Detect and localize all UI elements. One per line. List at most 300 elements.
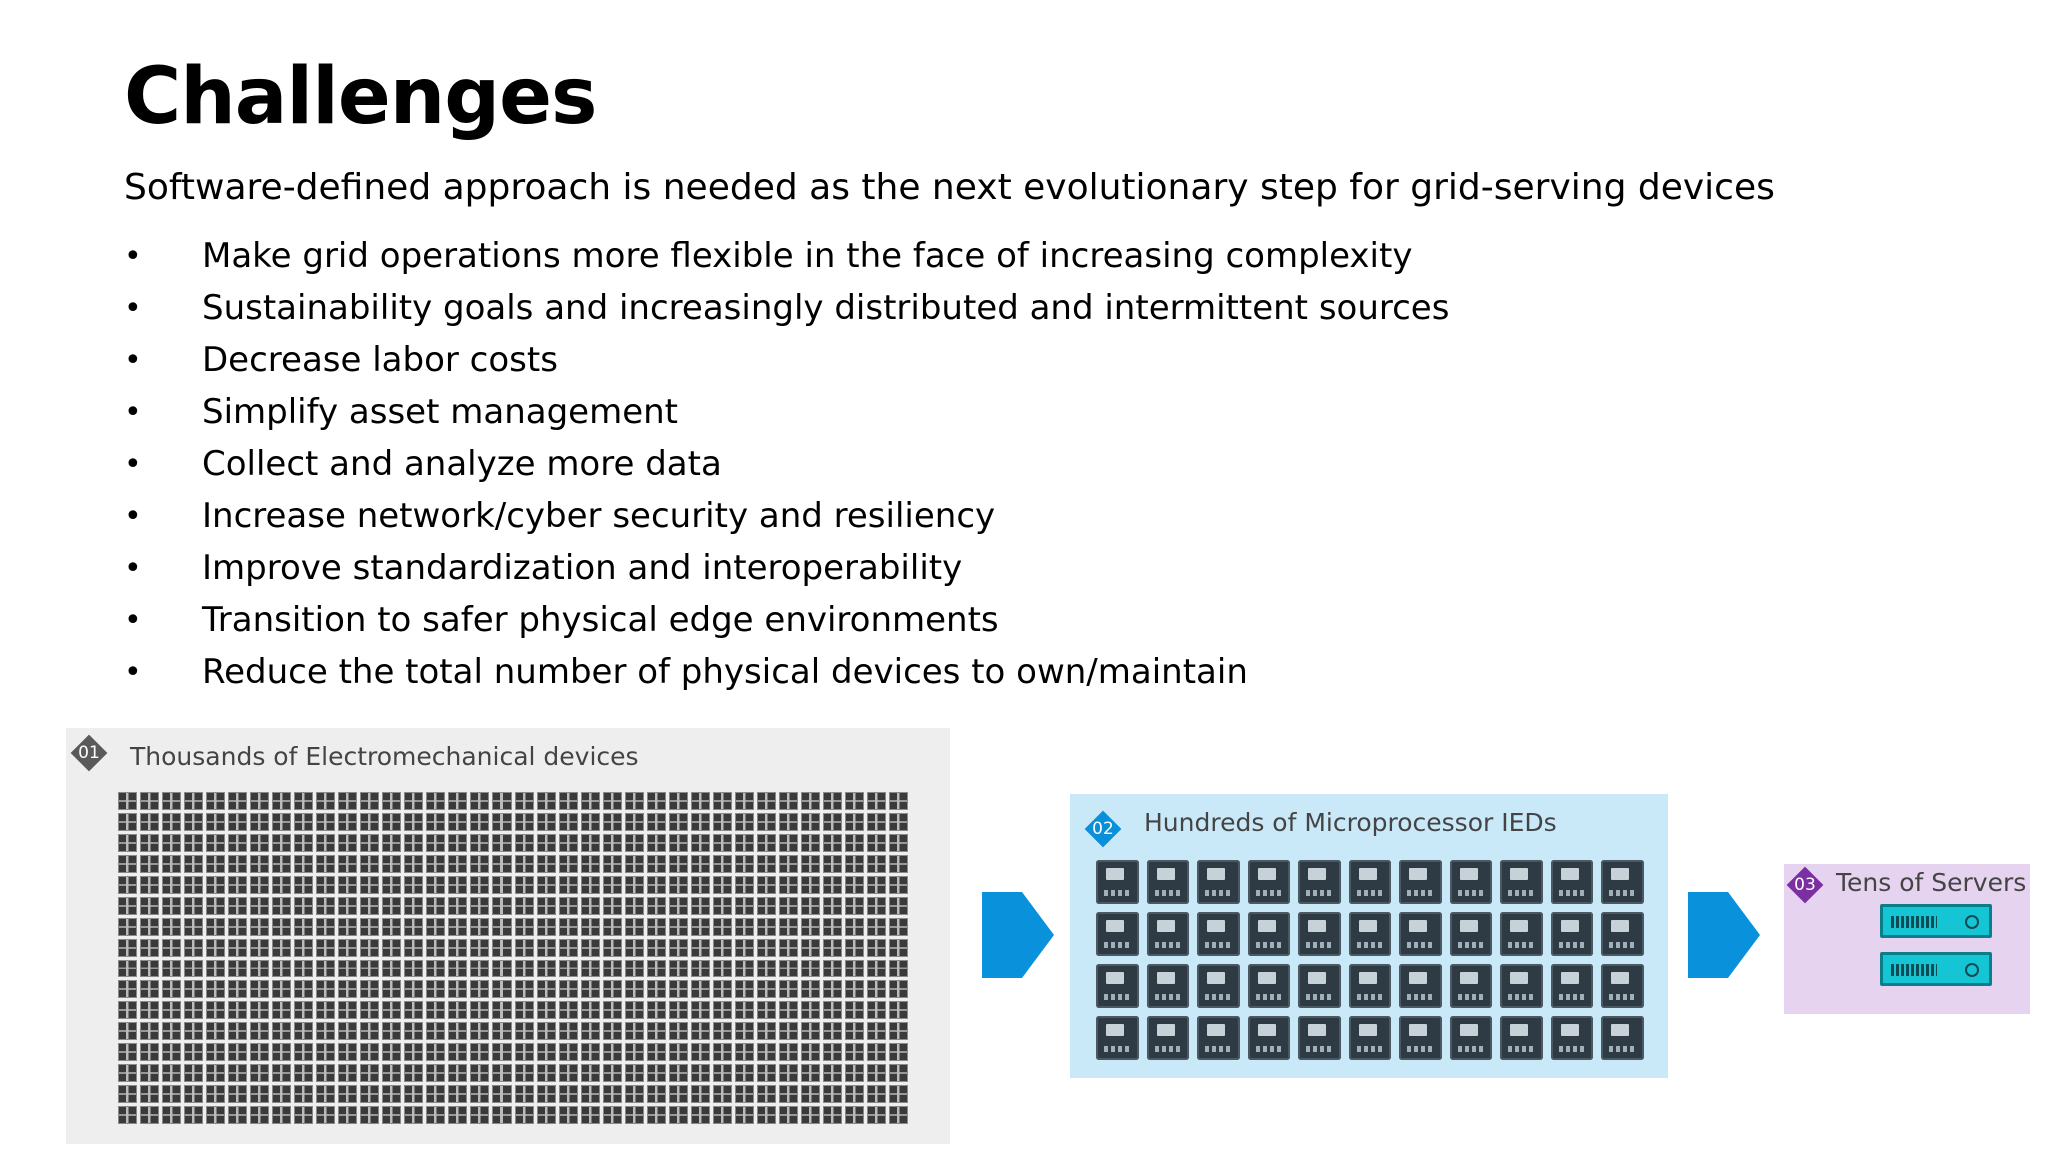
relay-device-icon <box>581 918 600 936</box>
relay-device-icon <box>316 939 335 957</box>
relay-device-icon <box>250 1022 269 1040</box>
relay-device-icon <box>625 1043 644 1061</box>
relay-device-icon <box>691 897 710 915</box>
relay-device-icon <box>823 1043 842 1061</box>
relay-device-icon <box>492 980 511 998</box>
relay-device-icon <box>889 813 908 831</box>
relay-device-icon <box>735 980 754 998</box>
relay-device-icon <box>250 1064 269 1082</box>
relay-device-icon <box>184 939 203 957</box>
relay-device-icon <box>492 1022 511 1040</box>
relay-device-icon <box>603 1064 622 1082</box>
relay-device-icon <box>140 960 159 978</box>
relay-device-icon <box>250 813 269 831</box>
relay-device-icon <box>757 876 776 894</box>
relay-device-icon <box>360 960 379 978</box>
relay-device-icon <box>448 1064 467 1082</box>
relay-device-icon <box>272 939 291 957</box>
relay-device-icon <box>757 855 776 873</box>
relay-device-icon <box>757 897 776 915</box>
relay-device-icon <box>779 939 798 957</box>
relay-device-icon <box>647 1064 666 1082</box>
relay-device-icon <box>470 1085 489 1103</box>
relay-device-icon <box>426 1064 445 1082</box>
relay-device-icon <box>492 855 511 873</box>
relay-device-icon <box>294 1043 313 1061</box>
relay-device-icon <box>316 855 335 873</box>
relay-device-icon <box>184 960 203 978</box>
relay-device-icon <box>669 1022 688 1040</box>
relay-device-icon <box>603 939 622 957</box>
relay-device-icon <box>272 1043 291 1061</box>
relay-device-icon <box>603 1085 622 1103</box>
relay-device-icon <box>140 813 159 831</box>
relay-device-icon <box>272 1001 291 1019</box>
relay-device-icon <box>647 918 666 936</box>
relay-device-icon <box>801 792 820 810</box>
relay-device-icon <box>625 855 644 873</box>
relay-device-icon <box>140 918 159 936</box>
relay-device-icon <box>162 792 181 810</box>
relay-device-icon <box>515 939 534 957</box>
electromechanical-panel <box>66 728 950 1144</box>
relay-device-icon <box>735 960 754 978</box>
relay-device-icon <box>404 1001 423 1019</box>
relay-device-icon <box>845 918 864 936</box>
relay-device-icon <box>492 813 511 831</box>
relay-device-icon <box>515 1043 534 1061</box>
relay-device-icon <box>647 1043 666 1061</box>
relay-device-icon <box>713 813 732 831</box>
relay-device-icon <box>735 1043 754 1061</box>
relay-device-icon <box>184 834 203 852</box>
relay-device-icon <box>647 834 666 852</box>
relay-device-icon <box>492 939 511 957</box>
relay-device-icon <box>889 1085 908 1103</box>
relay-device-icon <box>559 1022 578 1040</box>
relay-device-icon <box>625 813 644 831</box>
relay-device-icon <box>801 1022 820 1040</box>
relay-device-icon <box>669 1106 688 1124</box>
ied-device-icon <box>1601 912 1644 956</box>
relay-device-icon <box>360 1043 379 1061</box>
relay-device-icon <box>779 813 798 831</box>
stage-03-label: Tens of Servers <box>1836 868 2027 897</box>
relay-device-icon <box>272 813 291 831</box>
relay-device-icon <box>669 897 688 915</box>
relay-device-icon <box>625 1001 644 1019</box>
relay-device-icon <box>647 876 666 894</box>
ied-device-icon <box>1096 1016 1139 1060</box>
relay-device-icon <box>162 1106 181 1124</box>
relay-device-icon <box>757 792 776 810</box>
relay-device-icon <box>294 980 313 998</box>
ied-device-icon <box>1349 860 1392 904</box>
ied-device-icon <box>1147 1016 1190 1060</box>
relay-device-icon <box>118 939 137 957</box>
relay-device-icon <box>801 960 820 978</box>
relay-device-icon <box>206 980 225 998</box>
relay-device-icon <box>404 813 423 831</box>
relay-device-icon <box>713 980 732 998</box>
relay-device-icon <box>691 980 710 998</box>
stage-03-number: 03 <box>1794 875 1816 895</box>
relay-device-icon <box>801 876 820 894</box>
relay-device-icon <box>581 855 600 873</box>
relay-device-icon <box>382 1001 401 1019</box>
relay-device-icon <box>735 855 754 873</box>
relay-device-icon <box>448 1043 467 1061</box>
relay-device-icon <box>515 792 534 810</box>
relay-device-icon <box>382 834 401 852</box>
relay-device-icon <box>779 855 798 873</box>
relay-device-icon <box>559 1064 578 1082</box>
relay-device-icon <box>272 876 291 894</box>
relay-device-icon <box>845 876 864 894</box>
relay-device-icon <box>360 834 379 852</box>
relay-device-icon <box>669 1064 688 1082</box>
relay-device-icon <box>272 960 291 978</box>
relay-device-icon <box>691 855 710 873</box>
relay-device-icon <box>823 1022 842 1040</box>
relay-device-icon <box>779 834 798 852</box>
relay-device-icon <box>470 792 489 810</box>
relay-device-icon <box>338 1043 357 1061</box>
relay-device-icon <box>448 918 467 936</box>
relay-device-icon <box>845 897 864 915</box>
relay-device-icon <box>426 918 445 936</box>
relay-device-icon <box>228 1001 247 1019</box>
relay-device-icon <box>448 1001 467 1019</box>
relay-device-icon <box>426 939 445 957</box>
relay-device-icon <box>316 897 335 915</box>
bullet-icon: • <box>124 394 142 430</box>
relay-device-icon <box>228 1106 247 1124</box>
relay-device-icon <box>338 1001 357 1019</box>
relay-device-icon <box>338 960 357 978</box>
relay-device-icon <box>735 939 754 957</box>
relay-device-icon <box>779 960 798 978</box>
relay-device-icon <box>250 792 269 810</box>
relay-device-icon <box>713 876 732 894</box>
relay-device-icon <box>757 1001 776 1019</box>
relay-device-icon <box>889 1043 908 1061</box>
relay-device-icon <box>801 813 820 831</box>
relay-device-icon <box>184 980 203 998</box>
relay-device-icon <box>470 1064 489 1082</box>
relay-device-icon <box>426 980 445 998</box>
relay-device-icon <box>845 855 864 873</box>
relay-device-icon <box>581 960 600 978</box>
relay-device-icon <box>867 1106 886 1124</box>
relay-device-icon <box>867 792 886 810</box>
relay-device-icon <box>889 1064 908 1082</box>
relay-device-icon <box>713 1085 732 1103</box>
relay-device-icon <box>603 897 622 915</box>
relay-device-icon <box>250 897 269 915</box>
bullet-icon: • <box>124 238 142 274</box>
relay-device-icon <box>294 897 313 915</box>
relay-device-icon <box>184 918 203 936</box>
relay-device-icon <box>162 1064 181 1082</box>
server-rack-icon <box>1880 952 1992 986</box>
relay-device-icon <box>294 792 313 810</box>
relay-device-icon <box>118 897 137 915</box>
relay-device-icon <box>118 855 137 873</box>
chevron-arrow-icon <box>1688 892 1760 978</box>
relay-device-icon <box>647 1106 666 1124</box>
relay-device-icon <box>845 939 864 957</box>
relay-device-icon <box>184 1001 203 1019</box>
relay-device-icon <box>735 813 754 831</box>
list-item <box>124 490 1449 542</box>
relay-device-icon <box>515 855 534 873</box>
relay-device-icon <box>845 960 864 978</box>
bullet-text: Make grid operations more flexible in the face of increasing complexity <box>202 236 1413 276</box>
ied-device-icon <box>1500 860 1543 904</box>
relay-device-icon <box>581 834 600 852</box>
relay-device-icon <box>735 792 754 810</box>
relay-device-icon <box>140 1022 159 1040</box>
list-item <box>124 230 1449 282</box>
relay-device-icon <box>515 876 534 894</box>
relay-device-icon <box>118 1022 137 1040</box>
relay-device-icon <box>889 1106 908 1124</box>
relay-device-icon <box>581 876 600 894</box>
relay-device-icon <box>426 876 445 894</box>
relay-device-icon <box>801 1043 820 1061</box>
relay-device-icon <box>735 1106 754 1124</box>
relay-device-icon <box>713 960 732 978</box>
relay-device-icon <box>294 1022 313 1040</box>
relay-device-icon <box>184 1064 203 1082</box>
relay-device-icon <box>470 960 489 978</box>
relay-device-icon <box>382 1106 401 1124</box>
relay-device-icon <box>823 813 842 831</box>
relay-device-icon <box>206 1001 225 1019</box>
relay-device-icon <box>691 939 710 957</box>
relay-device-icon <box>338 980 357 998</box>
ied-device-icon <box>1197 964 1240 1008</box>
relay-device-icon <box>625 1022 644 1040</box>
relay-device-icon <box>184 1085 203 1103</box>
electromechanical-device-grid <box>118 792 908 1124</box>
relay-device-icon <box>691 813 710 831</box>
relay-device-icon <box>867 918 886 936</box>
relay-device-icon <box>603 980 622 998</box>
relay-device-icon <box>206 1022 225 1040</box>
relay-device-icon <box>515 834 534 852</box>
ied-device-icon <box>1248 912 1291 956</box>
relay-device-icon <box>537 939 556 957</box>
relay-device-icon <box>360 918 379 936</box>
ied-device-icon <box>1096 860 1139 904</box>
relay-device-icon <box>316 1106 335 1124</box>
relay-device-icon <box>272 855 291 873</box>
relay-device-icon <box>162 834 181 852</box>
ied-device-grid <box>1096 860 1644 1060</box>
relay-device-icon <box>426 792 445 810</box>
relay-device-icon <box>228 1085 247 1103</box>
relay-device-icon <box>537 876 556 894</box>
relay-device-icon <box>448 960 467 978</box>
relay-device-icon <box>360 792 379 810</box>
relay-device-icon <box>625 1085 644 1103</box>
relay-device-icon <box>382 1043 401 1061</box>
relay-device-icon <box>515 813 534 831</box>
relay-device-icon <box>316 834 335 852</box>
relay-device-icon <box>823 918 842 936</box>
bullet-text: Increase network/cyber security and resiliency <box>202 496 996 536</box>
relay-device-icon <box>426 1022 445 1040</box>
relay-device-icon <box>669 980 688 998</box>
relay-device-icon <box>669 918 688 936</box>
bullet-text: Collect and analyze more data <box>202 444 722 484</box>
relay-device-icon <box>272 1064 291 1082</box>
relay-device-icon <box>581 1022 600 1040</box>
relay-device-icon <box>404 1022 423 1040</box>
relay-device-icon <box>404 1106 423 1124</box>
ied-device-icon <box>1349 964 1392 1008</box>
relay-device-icon <box>515 960 534 978</box>
relay-device-icon <box>140 1085 159 1103</box>
relay-device-icon <box>118 813 137 831</box>
relay-device-icon <box>581 1001 600 1019</box>
relay-device-icon <box>669 1085 688 1103</box>
relay-device-icon <box>515 918 534 936</box>
relay-device-icon <box>382 939 401 957</box>
relay-device-icon <box>316 980 335 998</box>
ied-panel <box>1070 794 1668 1078</box>
relay-device-icon <box>581 939 600 957</box>
relay-device-icon <box>559 1085 578 1103</box>
relay-device-icon <box>206 813 225 831</box>
list-item <box>124 542 1449 594</box>
relay-device-icon <box>162 813 181 831</box>
relay-device-icon <box>360 1106 379 1124</box>
relay-device-icon <box>757 1043 776 1061</box>
relay-device-icon <box>360 980 379 998</box>
relay-device-icon <box>382 876 401 894</box>
relay-device-icon <box>206 876 225 894</box>
bullet-icon: • <box>124 342 142 378</box>
relay-device-icon <box>294 855 313 873</box>
relay-device-icon <box>823 980 842 998</box>
relay-device-icon <box>426 1106 445 1124</box>
relay-device-icon <box>360 876 379 894</box>
relay-device-icon <box>404 876 423 894</box>
ied-device-icon <box>1248 964 1291 1008</box>
relay-device-icon <box>801 1106 820 1124</box>
ied-device-icon <box>1147 860 1190 904</box>
relay-device-icon <box>801 855 820 873</box>
relay-device-icon <box>559 897 578 915</box>
relay-device-icon <box>118 792 137 810</box>
relay-device-icon <box>823 1001 842 1019</box>
relay-device-icon <box>537 792 556 810</box>
relay-device-icon <box>316 876 335 894</box>
relay-device-icon <box>867 1064 886 1082</box>
relay-device-icon <box>537 1064 556 1082</box>
relay-device-icon <box>316 1064 335 1082</box>
relay-device-icon <box>867 813 886 831</box>
relay-device-icon <box>294 1085 313 1103</box>
relay-device-icon <box>801 918 820 936</box>
relay-device-icon <box>537 813 556 831</box>
relay-device-icon <box>889 1001 908 1019</box>
relay-device-icon <box>515 1022 534 1040</box>
relay-device-icon <box>845 980 864 998</box>
relay-device-icon <box>404 897 423 915</box>
relay-device-icon <box>669 939 688 957</box>
relay-device-icon <box>206 1085 225 1103</box>
relay-device-icon <box>316 960 335 978</box>
relay-device-icon <box>272 1085 291 1103</box>
relay-device-icon <box>779 1001 798 1019</box>
relay-device-icon <box>140 1106 159 1124</box>
relay-device-icon <box>426 855 445 873</box>
relay-device-icon <box>823 876 842 894</box>
relay-device-icon <box>228 1043 247 1061</box>
ied-device-icon <box>1096 912 1139 956</box>
relay-device-icon <box>757 980 776 998</box>
relay-device-icon <box>823 792 842 810</box>
relay-device-icon <box>492 792 511 810</box>
relay-device-icon <box>647 1022 666 1040</box>
relay-device-icon <box>140 1001 159 1019</box>
relay-device-icon <box>669 960 688 978</box>
relay-device-icon <box>140 939 159 957</box>
relay-device-icon <box>470 855 489 873</box>
relay-device-icon <box>823 1064 842 1082</box>
relay-device-icon <box>559 813 578 831</box>
relay-device-icon <box>404 980 423 998</box>
relay-device-icon <box>559 855 578 873</box>
relay-device-icon <box>140 1043 159 1061</box>
ied-device-icon <box>1500 1016 1543 1060</box>
relay-device-icon <box>118 1085 137 1103</box>
relay-device-icon <box>162 939 181 957</box>
relay-device-icon <box>492 834 511 852</box>
relay-device-icon <box>448 876 467 894</box>
relay-device-icon <box>581 897 600 915</box>
relay-device-icon <box>250 855 269 873</box>
relay-device-icon <box>889 960 908 978</box>
relay-device-icon <box>382 1022 401 1040</box>
relay-device-icon <box>669 1001 688 1019</box>
relay-device-icon <box>735 1001 754 1019</box>
server-rack-icon <box>1880 904 1992 938</box>
relay-device-icon <box>492 1085 511 1103</box>
relay-device-icon <box>537 855 556 873</box>
stage-01-label: Thousands of Electromechanical devices <box>130 742 639 771</box>
relay-device-icon <box>581 1085 600 1103</box>
relay-device-icon <box>603 1001 622 1019</box>
relay-device-icon <box>845 1001 864 1019</box>
relay-device-icon <box>404 1064 423 1082</box>
relay-device-icon <box>184 1022 203 1040</box>
relay-device-icon <box>360 939 379 957</box>
relay-device-icon <box>537 918 556 936</box>
relay-device-icon <box>448 980 467 998</box>
relay-device-icon <box>845 1064 864 1082</box>
relay-device-icon <box>669 855 688 873</box>
ied-device-icon <box>1399 860 1442 904</box>
relay-device-icon <box>867 960 886 978</box>
relay-device-icon <box>228 918 247 936</box>
relay-device-icon <box>294 834 313 852</box>
relay-device-icon <box>448 1022 467 1040</box>
